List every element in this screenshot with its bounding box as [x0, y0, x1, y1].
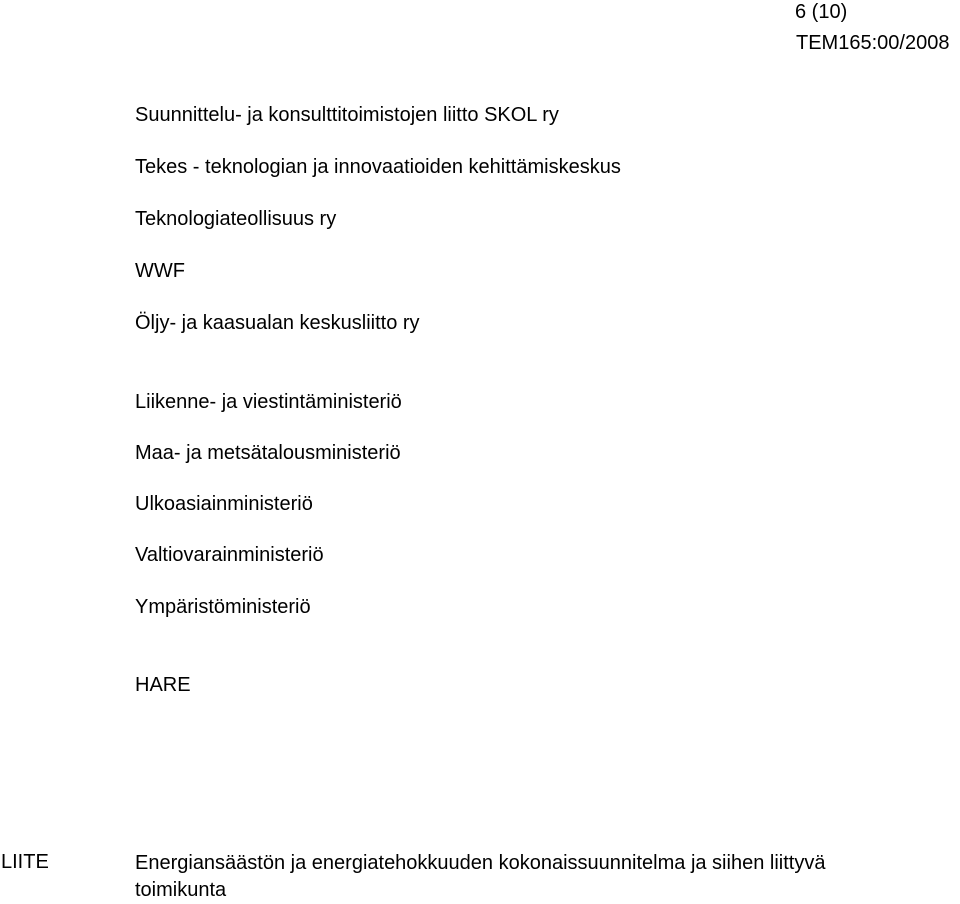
organization-item: Teknologiateollisuus ry: [135, 208, 337, 230]
organization-item: Maa- ja metsätalousministeriö: [135, 442, 401, 464]
organization-item: WWF: [135, 260, 185, 282]
organization-item: Ympäristöministeriö: [135, 596, 311, 618]
organization-item: Ulkoasiainministeriö: [135, 493, 313, 515]
page-number: 6 (10): [795, 1, 848, 23]
document-code: TEM165:00/2008: [796, 32, 950, 54]
organization-item: Suunnittelu- ja konsulttitoimistojen liitto SKOL ry: [135, 104, 559, 126]
organization-item: HARE: [135, 674, 191, 696]
organization-item: Öljy- ja kaasualan keskusliitto ry: [135, 312, 420, 334]
appendix-label: LIITE: [1, 851, 49, 873]
organization-item: Valtiovarainministeriö: [135, 544, 324, 566]
organization-item: Tekes - teknologian ja innovaatioiden kehittämiskeskus: [135, 156, 621, 178]
appendix-text: Energiansäästön ja energiatehokkuuden kokonaissuunnitelma ja siihen liittyvä toimikunta: [135, 852, 826, 901]
organization-item: Liikenne- ja viestintäministeriö: [135, 391, 402, 413]
